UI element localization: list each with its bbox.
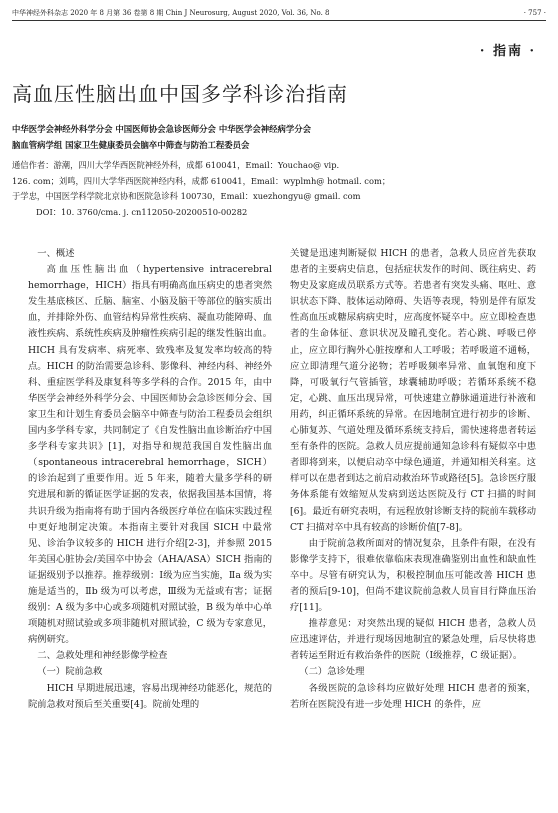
right-column — [290, 246, 536, 713]
correspondence-line: 126. com；刘鸣，四川大学华西医院神经内科，成都 610041，Email：wyplmh@ hotmail. com； — [12, 175, 391, 186]
body-paragraph: 高血压性脑出血（hypertensive intracerebral hemorrhage，HICH）指具有明确高血压病史的患者突然发生基底核区、丘脑、脑室、小脑及脑干等部位的脑实质出血，并排除外伤、血管结构异常性疾病、凝血功能障碍、血液性疾病、系统性疾病及肿瘤性疾病引起的继发性脑出血。HICH 具有发病率、病死率、致残率及复发率均较高的特点。HICH 的防治需要急诊科、影像科、神经内科、神经外科、重症医学科及康复科等多学科的合作。2015 年，由中华医学会神经外科学分会、中国医师协会急诊医师分会、国家卫生和计划生育委员会脑卒中筛查与防治工程委员会组织国内多学科专家，共同制定了《自发性脑出血诊断治疗中国多学科专家共识》[1]，对指导和规范我国自发性脑出血（spontaneous intracerebral hemorrhage，SICH）的诊治起到了重要作用。近 5 年来，随着大量多学科的研究进展和新的循证医学证据的发表，依据我国基本国情，将共识升级为指南将有助于国内各级医疗单位在临床实践过程中更好地制定决策。本指南主要针对我国 SICH 中最常见、诊治争议较多的 HICH 进行介绍[2-3]，并参照 2015 年美国心脏协会/美国卒中协会（AHA/ASA）SICH 指南的证据级别予以推荐。推荐级别：Ⅰ级为应当实施，Ⅱa 级为实施是适当的，Ⅱb 级为可以考虑，Ⅲ级为无益或有害；证据级别：A 级为多中心或多项随机对照试验，B 级为单中心单项随机对照试验或多项非随机对照试验，C 级为专家意见，病例研究。 — [28, 264, 272, 646]
article-title: 高血压性脑出血中国多学科诊治指南 — [12, 82, 348, 106]
author-list — [12, 122, 546, 153]
section-heading: 二、急救处理和神经影像学检查 — [37, 650, 168, 662]
recommendation-paragraph: 推荐意见：对突然出现的疑似 HICH 患者，急救人员应迅速评估，并进行现场因地制宜的紧急处理，后尽快将患者转运至附近有救治条件的医院（Ⅰ级推荐，C 级证据）。 — [290, 618, 536, 662]
section-tag: · 指南 · — [479, 44, 536, 59]
author-line: 脑血管病学组 国家卫生健康委员会脑卒中筛查与防治工程委员会 — [12, 139, 250, 150]
journal-citation: 中华神经外科杂志 2020 年 8 月第 36 卷第 8 期 Chin J Neurosurg, August 2020, Vol. 36, No. 8 — [12, 9, 330, 17]
subsection-heading: （一）院前急救 — [37, 666, 103, 678]
subsection-heading: （二）急诊处理 — [299, 666, 365, 678]
correspondence-line: 通信作者：游潮，四川大学华西医院神经外科，成都 610041，Email：Youchao@ vip. — [12, 160, 340, 170]
author-line: 中华医学会神经外科学分会 中国医师协会急诊医师分会 中华医学会神经病学分会 — [12, 124, 311, 134]
body-paragraph: 各级医院的急诊科均应做好处理 HICH 患者的预案，若所在医院没有进一步处理 HICH 的条件，应 — [290, 682, 536, 710]
body-paragraph: HICH 早期进展迅速，容易出现神经功能恶化，规范的院前急救对预后至关重要[4]。院前处理的 — [28, 682, 272, 710]
correspondence-block — [12, 158, 546, 220]
body-paragraph: 由于院前急救所面对的情况复杂，且条件有限，在没有影像学支持下，很难依靠临床表现准确鉴别出血性和缺血性卒中。尽管有研究认为，积极控制血压可能改善 HICH 患者的预后[9-10]，但尚不建议院前急救人员盲目行降血压治疗[11]。 — [290, 537, 536, 614]
left-column — [28, 246, 272, 713]
page-number: · 757 · — [523, 9, 546, 17]
section-heading: 一、概述 — [37, 248, 75, 259]
correspondence-line: 于学忠，中国医学科学院北京协和医院急诊科 100730，Email：xuezhongyu@ gmail. com — [12, 191, 361, 201]
doi: DOI：10. 3760/cma. j. cn112050-20200510-00282 — [36, 206, 248, 217]
body-paragraph: 关键是迅速判断疑似 HICH 的患者，急救人员应首先获取患者的主要病史信息，包括症状发作的时间、既往病史、药物史及家庭成员联系方式等。若患者有突发头痛、呕吐、意识状态下降、肢体运动障碍、失语等表现，特别是伴有原发性高血压或糖尿病病史时，应高度怀疑卒中。应立即检查患者的生命体征、意识状况及瞳孔变化。若心跳、呼吸已停止，应立即行胸外心脏按摩和人工呼吸；若呼吸道不通畅，应立即清理气道分泌物；若呼吸频率异常、血氧饱和度下降，可吸氧行气管插管，球囊辅助呼吸；若循环系统不稳定，心跳、血压出现异常，可快速建立静脉通道进行补液和用药，纠正循环系统的异常。在因地制宜进行初步的诊断、心肺复苏、气道处理及循环系统支持后，需快速将患者转运至有条件的医院。急救人员应提前通知急诊科有疑似卒中患者即将到来，以便启动卒中绿色通道，并通知相关科室。这样可以在患者到达之前启动救治环节或路径[5]。急诊医疗服务体系能有效缩短从发病到送达医院及行 CT 扫描的时间[6]。最近有研究表明，有远程放射诊断支持的院前车载移动 CT 扫描对卒中具有较高的诊断价值[7-8]。 — [290, 248, 536, 533]
running-header — [12, 6, 546, 21]
